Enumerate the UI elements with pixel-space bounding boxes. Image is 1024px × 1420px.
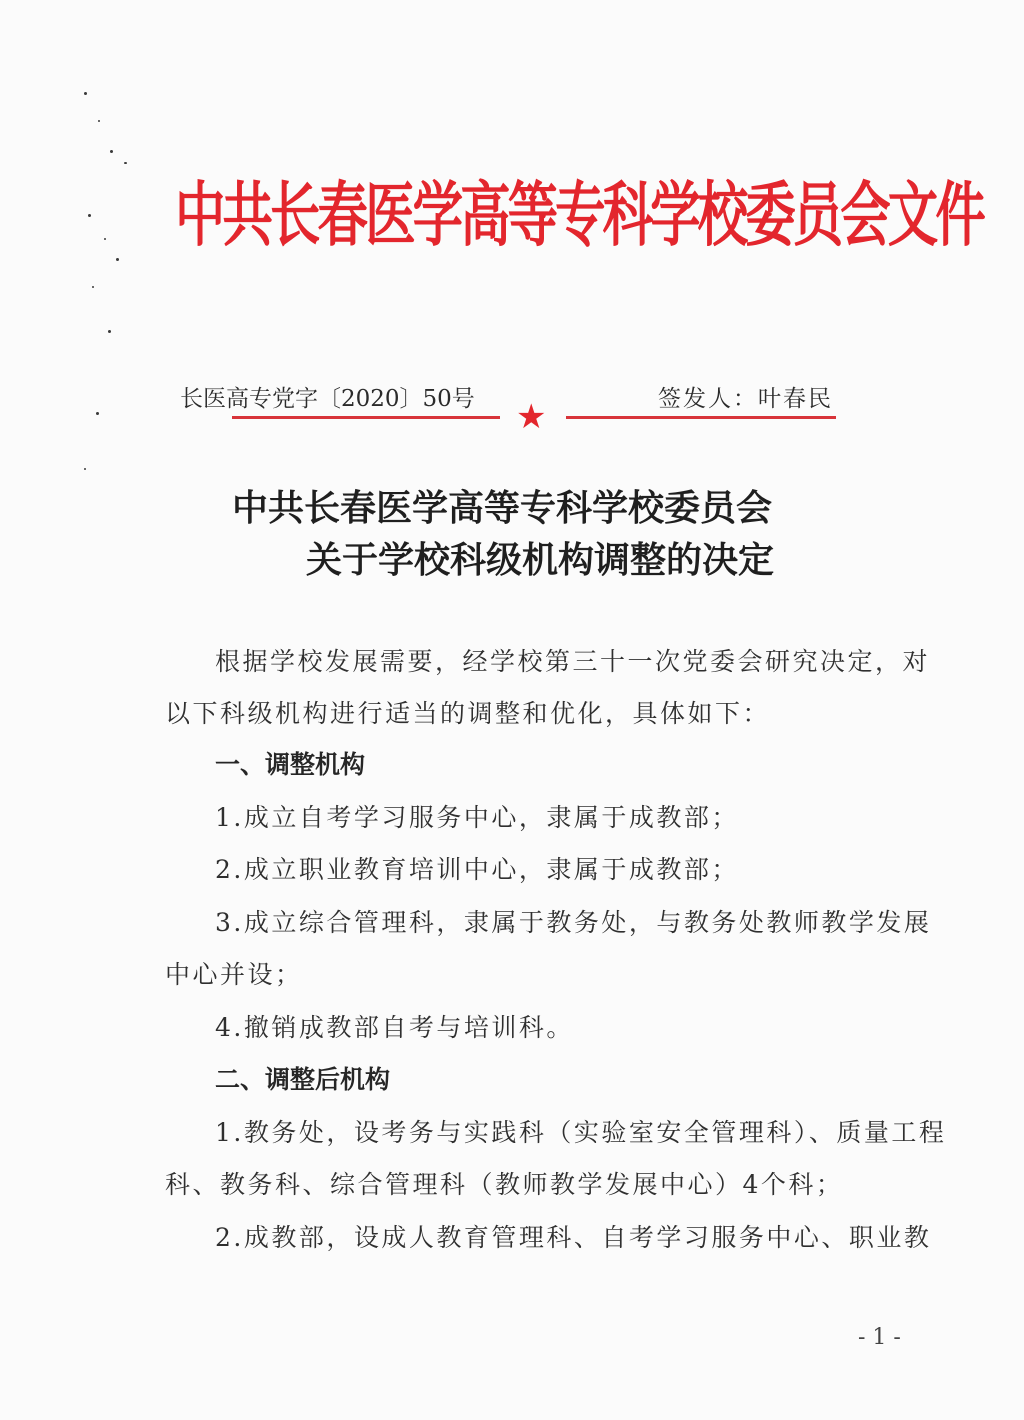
section1-item3-line1: 3.成立综合管理科，隶属于教务处，与教务处教师教学发展 [215,908,932,937]
intro-line1: 根据学校发展需要，经学校第三十一次党委会研究决定，对 [215,647,931,676]
section2-heading: 二、调整后机构 [215,1065,391,1094]
document-masthead: 中共长春医学高等专科学校委员会文件 [175,174,983,256]
scan-speck [124,162,127,164]
scan-speck [88,214,91,217]
red-rule-left [232,416,500,419]
page-number: - 1 - [858,1325,901,1350]
scan-speck [108,330,111,333]
section2-item1-line1: 1.教务处，设考务与实践科（实验室安全管理科）、质量工程 [215,1118,947,1147]
intro-line2: 以下科级机构进行适当的调整和优化，具体如下： [165,699,771,728]
scan-speck [84,92,87,95]
section1-item3-line2: 中心并设； [165,960,303,989]
scan-speck [116,258,119,261]
document-number: 长医高专党字〔2020〕50号 [180,386,475,412]
scan-speck [110,150,113,153]
section1-item1: 1.成立自考学习服务中心，隶属于成教部； [215,803,739,832]
scan-speck [104,238,106,240]
scan-speck [84,468,86,470]
scan-speck [96,412,99,415]
document-title-line2: 关于学校科级机构调整的决定 [305,539,774,581]
red-star-icon: ★ [516,397,547,437]
section2-item1-line2: 科、教务科、综合管理科（教师教学发展中心）4个科； [165,1170,844,1199]
section1-heading: 一、调整机构 [215,750,366,779]
scan-speck [92,286,94,288]
section2-item2-line1: 2.成教部，设成人教育管理科、自考学习服务中心、职业教 [215,1223,932,1252]
red-rule-right [566,416,836,419]
scan-speck [98,120,100,122]
document-title-line1: 中共长春医学高等专科学校委员会 [231,487,772,529]
section1-item4: 4.撤销成教部自考与培训科。 [215,1013,574,1042]
section1-item2: 2.成立职业教育培训中心，隶属于成教部； [215,855,739,884]
signer: 签发人：叶春民 [658,386,833,412]
